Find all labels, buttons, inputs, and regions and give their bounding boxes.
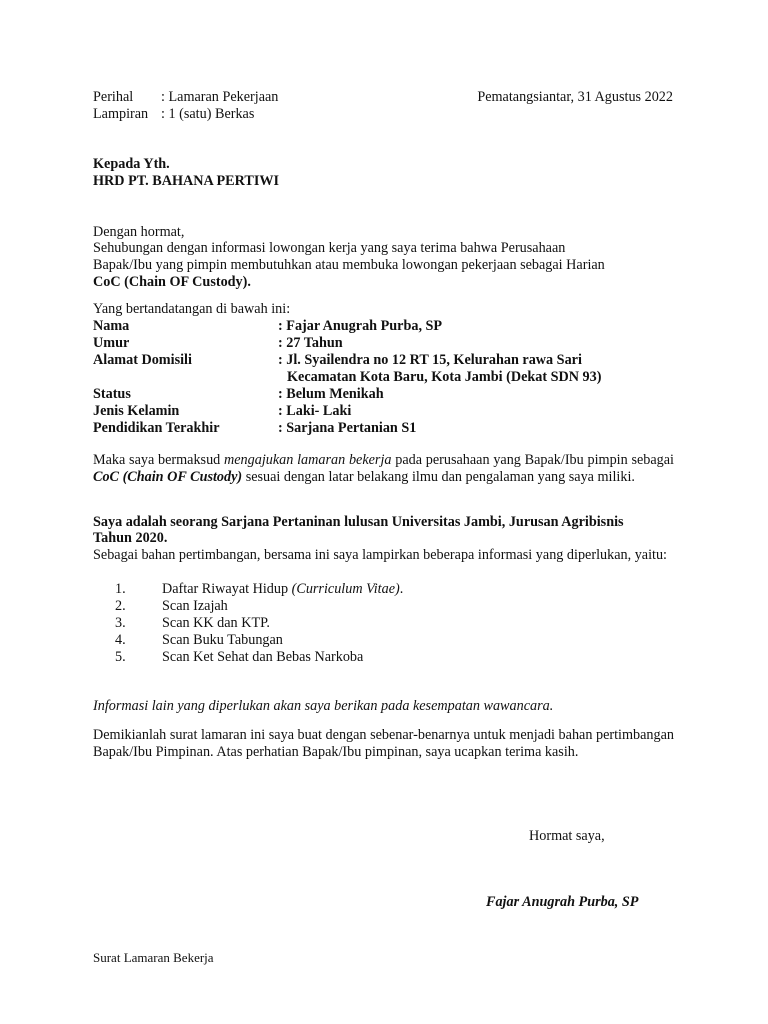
salutation: Hormat saya,	[529, 828, 605, 844]
list-text: Daftar Riwayat Hidup	[162, 581, 292, 597]
field-gender	[93, 403, 351, 420]
closing-paragraph: Demikianlah surat lamaran ini saya buat dengan sebenar-benarnya untuk menjadi bahan pertimbangan Bapak/Ibu Pimpinan. Atas perhatian Bapak/Ibu pimpinan, saya ucapkan terima kasih.	[93, 727, 674, 760]
list-number: 2.	[115, 598, 126, 614]
field-age	[93, 335, 343, 352]
position-title: CoC (Chain OF Custody).	[93, 274, 251, 290]
field-value: : Jl. Syailendra no 12 RT 15, Kelurahan rawa Sari	[278, 352, 582, 368]
list-text-tail: .	[399, 581, 404, 597]
purpose-text: sesuai dengan latar belakang ilmu dan pengalaman yang saya miliki.	[242, 469, 635, 485]
list-item	[115, 615, 270, 632]
list-item	[115, 598, 228, 615]
purpose-position: CoC (Chain OF Custody)	[93, 469, 243, 485]
place-date: Pematangsiantar, 31 Agustus 2022	[477, 89, 673, 105]
attachment-row	[93, 106, 254, 123]
signature-name: Fajar Anugrah Purba, SP	[486, 894, 639, 910]
list-item	[115, 632, 283, 649]
list-text: Scan KK dan KTP.	[162, 615, 270, 631]
subject-label: Perihal	[93, 89, 134, 105]
field-education	[93, 420, 416, 437]
purpose-text: pada perusahaan yang Bapak/Ibu pimpin sebagai	[391, 452, 674, 468]
field-label: Alamat Domisili	[93, 352, 192, 368]
list-text: Scan Izajah	[162, 598, 228, 614]
field-value: : Sarjana Pertanian S1	[278, 420, 417, 436]
opening-line-2: Bapak/Ibu yang pimpin membutuhkan atau membuka lowongan pekerjaan sebagai Harian	[93, 257, 605, 273]
field-label: Pendidikan Terakhir	[93, 420, 220, 436]
field-label: Jenis Kelamin	[93, 403, 180, 419]
field-label: Umur	[93, 335, 130, 351]
field-name	[93, 318, 442, 335]
list-item	[115, 649, 363, 666]
subject-row	[93, 89, 278, 106]
field-address	[93, 352, 582, 369]
list-number: 1.	[115, 581, 126, 597]
list-number: 5.	[115, 649, 126, 665]
identity-intro: Yang bertandatangan di bawah ini:	[93, 301, 291, 317]
field-value: Kecamatan Kota Baru, Kota Jambi (Dekat SDN 93)	[287, 369, 602, 385]
list-text: Scan Ket Sehat dan Bebas Narkoba	[162, 649, 364, 665]
recipient-company: HRD PT. BAHANA PERTIWI	[93, 173, 280, 189]
field-value: : Laki- Laki	[278, 403, 352, 419]
subject-value: : Lamaran Pekerjaan	[161, 89, 279, 105]
field-value: : Belum Menikah	[278, 386, 384, 402]
recipient-greeting: Kepada Yth.	[93, 156, 170, 172]
footer-text: Surat Lamaran Bekerja	[93, 950, 214, 965]
field-value: : Fajar Anugrah Purba, SP	[278, 318, 443, 334]
field-status	[93, 386, 384, 403]
field-value: : 27 Tahun	[278, 335, 343, 351]
attachment-label: Lampiran	[93, 106, 149, 122]
list-number: 4.	[115, 632, 126, 648]
list-text: Scan Buku Tabungan	[162, 632, 283, 648]
list-item	[115, 581, 403, 598]
attachments-intro: Sebagai bahan pertimbangan, bersama ini saya lampirkan beberapa informasi yang diperlukan, yaitu:	[93, 547, 667, 563]
field-label: Nama	[93, 318, 130, 334]
attachment-value: : 1 (satu) Berkas	[161, 106, 255, 122]
field-address-cont	[287, 369, 601, 386]
info-line: Informasi lain yang diperlukan akan saya berikan pada kesempatan wawancara.	[93, 698, 554, 714]
field-label: Status	[93, 386, 131, 402]
purpose-paragraph	[93, 452, 674, 486]
purpose-italic: mengajukan lamaran bekerja	[224, 452, 392, 468]
list-number: 3.	[115, 615, 126, 631]
education-line-2: Tahun 2020.	[93, 530, 168, 546]
education-line-1: Saya adalah seorang Sarjana Pertaninan lulusan Universitas Jambi, Jurusan Agribisnis	[93, 514, 624, 530]
purpose-text: Maka saya bermaksud	[93, 452, 225, 468]
greeting: Dengan hormat,	[93, 224, 185, 240]
list-text-italic: (Curriculum Vitae)	[291, 581, 400, 597]
opening-line-1: Sehubungan dengan informasi lowongan kerja yang saya terima bahwa Perusahaan	[93, 240, 566, 256]
